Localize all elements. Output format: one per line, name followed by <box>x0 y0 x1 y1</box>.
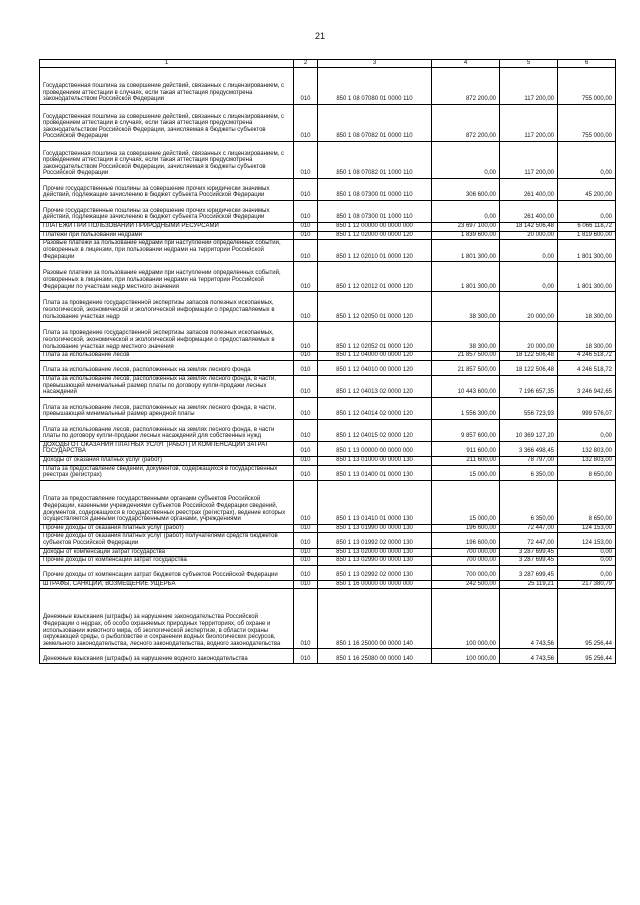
table-row <box>40 142 616 179</box>
row-name: Плата за проведение государственной экспертизы запасов полезных ископаемых, геологической, экономической и экологической информации о предоставляемых в пользование участках недр <box>40 292 294 322</box>
row-name: ДОХОДЫ ОТ ОКАЗАНИЯ ПЛАТНЫХ УСЛУГ (РАБОТ) И КОМПЕНСАЦИИ ЗАТРАТ ГОСУДАРСТВА <box>40 441 294 456</box>
table-row <box>40 397 616 419</box>
row-code: 010 <box>294 419 318 441</box>
row-executed: 10 369 127,20 <box>500 419 558 441</box>
row-code: 010 <box>294 231 318 240</box>
row-name: ШТРАФЫ, САНКЦИИ, ВОЗМЕЩЕНИЕ УЩЕРБА <box>40 580 294 589</box>
column-header: 5 <box>500 60 558 68</box>
row-remaining: 755 000,00 <box>558 105 616 142</box>
row-name: Плата за предоставление сведений, документов, содержащихся в государственных реестрах (регистрах) <box>40 465 294 480</box>
row-remaining: 0,00 <box>558 142 616 179</box>
row-executed: 72 447,00 <box>500 524 558 533</box>
row-name: Государственная пошлина за совершение действий, связанных с лицензированием, с проведением аттестации в случаях, если такая аттестация предусмотрена законодательством Российской Федерации, зачисляемая в бюджеты субъектов Российской Федерации <box>40 142 294 179</box>
row-code: 010 <box>294 524 318 533</box>
row-kbk: 850 1 13 01992 02 0000 130 <box>318 533 432 548</box>
row-kbk: 850 1 13 02990 00 0000 130 <box>318 557 432 566</box>
row-approved: 211 600,00 <box>432 456 500 465</box>
row-executed: 117 200,00 <box>500 142 558 179</box>
row-executed: 0,00 <box>500 262 558 292</box>
row-name: Плата за использование лесов, расположенных на землях лесного фонда <box>40 360 294 375</box>
row-executed: 261 400,00 <box>500 179 558 201</box>
row-name: Плата за использование лесов, расположенных на землях лесного фонда, в части платы по договору купли-продажи лесных насаждений для собственных нужд <box>40 419 294 441</box>
row-code: 010 <box>294 360 318 375</box>
row-executed: 20 000,00 <box>500 231 558 240</box>
row-remaining: 8 650,00 <box>558 465 616 480</box>
row-code: 010 <box>294 179 318 201</box>
row-name: Прочие доходы от оказания платных услуг (работ) получателями средств бюджетов субъектов Российской Федерации <box>40 533 294 548</box>
row-approved: 700 000,00 <box>432 557 500 566</box>
row-name: Прочие государственные пошлины за совершение прочих юридически значимых действий, подлежащие зачислению в бюджет субъекта Российской Федерации <box>40 179 294 201</box>
row-approved: 1 839 600,00 <box>432 231 500 240</box>
table-row <box>40 322 616 352</box>
row-code: 010 <box>294 649 318 664</box>
table-row <box>40 465 616 480</box>
row-name: Доходы от компенсации затрат государства <box>40 548 294 557</box>
row-kbk: 850 1 08 07300 01 1000 110 <box>318 201 432 223</box>
table-row <box>40 580 616 589</box>
row-name: Государственная пошлина за совершение действий, связанных с лицензированием, с проведением аттестации в случаях, если такая аттестация предусмотрена законодательством Российской Федерации, зачисляемая в бюджеты субъектов Российской Федерации <box>40 105 294 142</box>
column-header: 3 <box>318 60 432 68</box>
row-executed: 4 743,56 <box>500 589 558 649</box>
row-kbk: 850 1 16 00000 00 0000 000 <box>318 580 432 589</box>
row-code: 010 <box>294 397 318 419</box>
row-name: Платежи при пользовании недрами <box>40 231 294 240</box>
row-remaining: 1 819 600,00 <box>558 231 616 240</box>
row-kbk: 850 1 12 02000 00 0000 120 <box>318 231 432 240</box>
row-executed: 78 797,00 <box>500 456 558 465</box>
row-executed: 3 287 699,45 <box>500 557 558 566</box>
table-row <box>40 231 616 240</box>
row-approved: 242 500,00 <box>432 580 500 589</box>
row-executed: 6 350,00 <box>500 465 558 480</box>
table-row <box>40 419 616 441</box>
row-kbk: 850 1 12 02010 01 0000 120 <box>318 240 432 262</box>
row-name: Прочие доходы от компенсации затрат бюджетов субъектов Российской Федерации <box>40 565 294 580</box>
table-header-row <box>40 60 616 68</box>
row-name: Прочие государственные пошлины за совершение прочих юридически значимых действий, подлежащие зачислению в бюджет субъекта Российской Федерации <box>40 201 294 223</box>
row-executed: 18 142 506,48 <box>500 223 558 232</box>
row-executed: 4 743,56 <box>500 649 558 664</box>
row-name: Плата за использование лесов, расположенных на землях лесного фонда, в части, превышающей минимальный размер арендной платы <box>40 397 294 419</box>
row-remaining: 0,00 <box>558 565 616 580</box>
table-row <box>40 548 616 557</box>
row-remaining: 1 801 300,00 <box>558 240 616 262</box>
row-remaining: 217 380,79 <box>558 580 616 589</box>
row-remaining: 999 576,07 <box>558 397 616 419</box>
column-header: 6 <box>558 60 616 68</box>
row-code: 010 <box>294 441 318 456</box>
table-row <box>40 105 616 142</box>
row-name: Плата за предоставление государственными органами субъектов Российской Федерации, казенными учреждениями субъектов Российской Федерации сведений, документов, содержащихся в государственных реестрах (регистрах), ведение которых осуществляется данными государственными органами, учреждениями <box>40 480 294 524</box>
row-executed: 117 200,00 <box>500 105 558 142</box>
row-remaining: 0,00 <box>558 557 616 566</box>
row-approved: 0,00 <box>432 142 500 179</box>
row-name: Государственная пошлина за совершение действий, связанных с лицензированием, с проведением аттестации в случаях, если такая аттестация предусмотрена законодательством Российской Федерации <box>40 68 294 105</box>
row-kbk: 850 1 12 04015 02 0000 120 <box>318 419 432 441</box>
row-remaining: 8 650,00 <box>558 480 616 524</box>
table-row <box>40 179 616 201</box>
table-row <box>40 68 616 105</box>
row-code: 010 <box>294 480 318 524</box>
row-code: 010 <box>294 240 318 262</box>
row-approved: 196 600,00 <box>432 524 500 533</box>
row-executed: 261 400,00 <box>500 201 558 223</box>
row-remaining: 95 256,44 <box>558 649 616 664</box>
row-kbk: 850 1 13 02000 00 0000 130 <box>318 548 432 557</box>
row-kbk: 850 1 12 02050 01 0000 120 <box>318 292 432 322</box>
row-executed: 25 119,21 <box>500 580 558 589</box>
row-executed: 3 366 498,45 <box>500 441 558 456</box>
column-header: 1 <box>40 60 294 68</box>
row-kbk: 850 1 08 07080 01 0000 110 <box>318 68 432 105</box>
table-row <box>40 201 616 223</box>
row-code: 010 <box>294 322 318 352</box>
row-code: 010 <box>294 548 318 557</box>
row-code: 010 <box>294 375 318 397</box>
row-kbk: 850 1 08 07082 01 1000 110 <box>318 142 432 179</box>
row-name: Денежные взыскания (штрафы) за нарушение законодательства Российской Федерации о недрах, об особо охраняемых природных территориях, об охране и использовании животного мира, об экологической экспертизе, в области охраны окружающей среды, о рыболовстве и сохранении водных биологических ресурсов, земельного законодательства, лесного законодательства, водного законодательства <box>40 589 294 649</box>
row-kbk: 850 1 08 07082 01 0000 110 <box>318 105 432 142</box>
row-remaining: 0,00 <box>558 419 616 441</box>
row-kbk: 850 1 08 07300 01 0000 110 <box>318 179 432 201</box>
row-name: Плата за использование лесов <box>40 352 294 361</box>
row-code: 010 <box>294 557 318 566</box>
row-executed: 556 723,93 <box>500 397 558 419</box>
table-row <box>40 557 616 566</box>
row-approved: 1 801 300,00 <box>432 262 500 292</box>
row-kbk: 850 1 12 02012 01 0000 120 <box>318 262 432 292</box>
row-kbk: 850 1 12 04013 02 0000 120 <box>318 375 432 397</box>
table-row <box>40 533 616 548</box>
row-kbk: 850 1 16 25080 00 0000 140 <box>318 649 432 664</box>
row-approved: 38 300,00 <box>432 292 500 322</box>
row-kbk: 850 1 12 02052 01 0000 120 <box>318 322 432 352</box>
table-row <box>40 441 616 456</box>
row-remaining: 45 200,00 <box>558 179 616 201</box>
row-code: 010 <box>294 456 318 465</box>
row-approved: 1 801 300,00 <box>432 240 500 262</box>
row-remaining: 18 300,00 <box>558 322 616 352</box>
row-remaining: 4 246 518,72 <box>558 352 616 361</box>
row-executed: 0,00 <box>500 240 558 262</box>
row-remaining: 4 246 518,72 <box>558 360 616 375</box>
row-remaining: 0,00 <box>558 548 616 557</box>
table-row <box>40 375 616 397</box>
table-row <box>40 456 616 465</box>
row-approved: 100 000,00 <box>432 649 500 664</box>
table-row <box>40 565 616 580</box>
row-code: 010 <box>294 589 318 649</box>
row-approved: 100 000,00 <box>432 589 500 649</box>
row-remaining: 132 803,00 <box>558 441 616 456</box>
row-approved: 306 600,00 <box>432 179 500 201</box>
row-executed: 3 287 699,45 <box>500 548 558 557</box>
table-row <box>40 649 616 664</box>
row-remaining: 1 801 300,00 <box>558 262 616 292</box>
row-name: Доходы от оказания платных услуг (работ) <box>40 456 294 465</box>
row-executed: 18 122 506,48 <box>500 352 558 361</box>
row-code: 010 <box>294 262 318 292</box>
row-remaining: 124 153,00 <box>558 533 616 548</box>
row-code: 010 <box>294 201 318 223</box>
row-code: 010 <box>294 533 318 548</box>
table-row <box>40 360 616 375</box>
row-code: 010 <box>294 580 318 589</box>
row-name: Денежные взыскания (штрафы) за нарушение водного законодательства <box>40 649 294 664</box>
row-kbk: 850 1 13 00000 00 0000 000 <box>318 441 432 456</box>
table-row <box>40 352 616 361</box>
row-executed: 117 200,00 <box>500 68 558 105</box>
row-approved: 872 200,00 <box>432 105 500 142</box>
row-name: Разовые платежи за пользование недрами при наступлении определенных событий, оговоренных в лицензии, при пользовании недрами на территории Российской Федерации по участкам недр местного значения <box>40 262 294 292</box>
page-number: 21 <box>314 31 325 41</box>
row-code: 010 <box>294 292 318 322</box>
row-executed: 3 287 699,45 <box>500 565 558 580</box>
row-remaining: 132 803,00 <box>558 456 616 465</box>
row-approved: 15 000,00 <box>432 480 500 524</box>
row-executed: 20 000,00 <box>500 292 558 322</box>
row-approved: 10 443 600,00 <box>432 375 500 397</box>
table-row <box>40 240 616 262</box>
row-name: Прочие доходы от оказания платных услуг (работ) <box>40 524 294 533</box>
row-kbk: 850 1 12 04014 02 0000 120 <box>318 397 432 419</box>
row-name: Прочие доходы от компенсации затрат государства <box>40 557 294 566</box>
row-name: Плата за использование лесов, расположенных на землях лесного фонда, в части, превышающей минимальный размер платы по договору купли-продажи лесных насаждений <box>40 375 294 397</box>
table-row <box>40 292 616 322</box>
row-code: 010 <box>294 105 318 142</box>
row-approved: 9 857 600,00 <box>432 419 500 441</box>
row-approved: 15 000,00 <box>432 465 500 480</box>
row-executed: 72 447,00 <box>500 533 558 548</box>
row-code: 010 <box>294 465 318 480</box>
row-approved: 21 857 500,00 <box>432 352 500 361</box>
row-kbk: 850 1 13 01410 01 0000 130 <box>318 480 432 524</box>
row-executed: 18 122 506,48 <box>500 360 558 375</box>
row-approved: 872 200,00 <box>432 68 500 105</box>
table-row <box>40 480 616 524</box>
row-approved: 1 556 300,00 <box>432 397 500 419</box>
row-code: 010 <box>294 142 318 179</box>
row-remaining: 6 066 118,72 <box>558 223 616 232</box>
row-kbk: 850 1 16 25000 00 0000 140 <box>318 589 432 649</box>
row-approved: 38 300,00 <box>432 322 500 352</box>
row-remaining: 18 300,00 <box>558 292 616 322</box>
revenue-table <box>39 59 616 664</box>
row-executed: 6 350,00 <box>500 480 558 524</box>
table-row <box>40 223 616 232</box>
row-remaining: 124 153,00 <box>558 524 616 533</box>
row-code: 010 <box>294 352 318 361</box>
row-executed: 7 196 657,35 <box>500 375 558 397</box>
row-executed: 20 000,00 <box>500 322 558 352</box>
row-name: Плата за проведение государственной экспертизы запасов полезных ископаемых, геологической, экономической и экологической информации о предоставляемых в пользование участках недр местного значения <box>40 322 294 352</box>
row-kbk: 850 1 12 04000 00 0000 120 <box>318 352 432 361</box>
row-approved: 700 000,00 <box>432 548 500 557</box>
row-kbk: 850 1 13 01400 01 0000 130 <box>318 465 432 480</box>
row-code: 010 <box>294 223 318 232</box>
row-approved: 23 697 100,00 <box>432 223 500 232</box>
row-approved: 700 000,00 <box>432 565 500 580</box>
column-header: 2 <box>294 60 318 68</box>
row-code: 010 <box>294 565 318 580</box>
column-header: 4 <box>432 60 500 68</box>
row-approved: 196 600,00 <box>432 533 500 548</box>
row-kbk: 850 1 12 00000 00 0000 000 <box>318 223 432 232</box>
row-remaining: 755 000,00 <box>558 68 616 105</box>
row-remaining: 0,00 <box>558 201 616 223</box>
table-row <box>40 524 616 533</box>
table-row <box>40 589 616 649</box>
row-kbk: 850 1 13 01000 00 0000 130 <box>318 456 432 465</box>
row-remaining: 95 256,44 <box>558 589 616 649</box>
row-approved: 911 600,00 <box>432 441 500 456</box>
row-name: ПЛАТЕЖИ ПРИ ПОЛЬЗОВАНИИ ПРИРОДНЫМИ РЕСУРСАМИ <box>40 223 294 232</box>
row-approved: 21 857 500,00 <box>432 360 500 375</box>
row-kbk: 850 1 12 04010 00 0000 120 <box>318 360 432 375</box>
row-name: Разовые платежи за пользование недрами при наступлении определенных событий, оговоренных в лицензии, при пользовании недрами на территории Российской Федерации <box>40 240 294 262</box>
row-remaining: 3 246 942,65 <box>558 375 616 397</box>
table-row <box>40 262 616 292</box>
row-kbk: 850 1 13 01990 00 0000 130 <box>318 524 432 533</box>
row-approved: 0,00 <box>432 201 500 223</box>
row-kbk: 850 1 13 02992 02 0000 130 <box>318 565 432 580</box>
row-code: 010 <box>294 68 318 105</box>
